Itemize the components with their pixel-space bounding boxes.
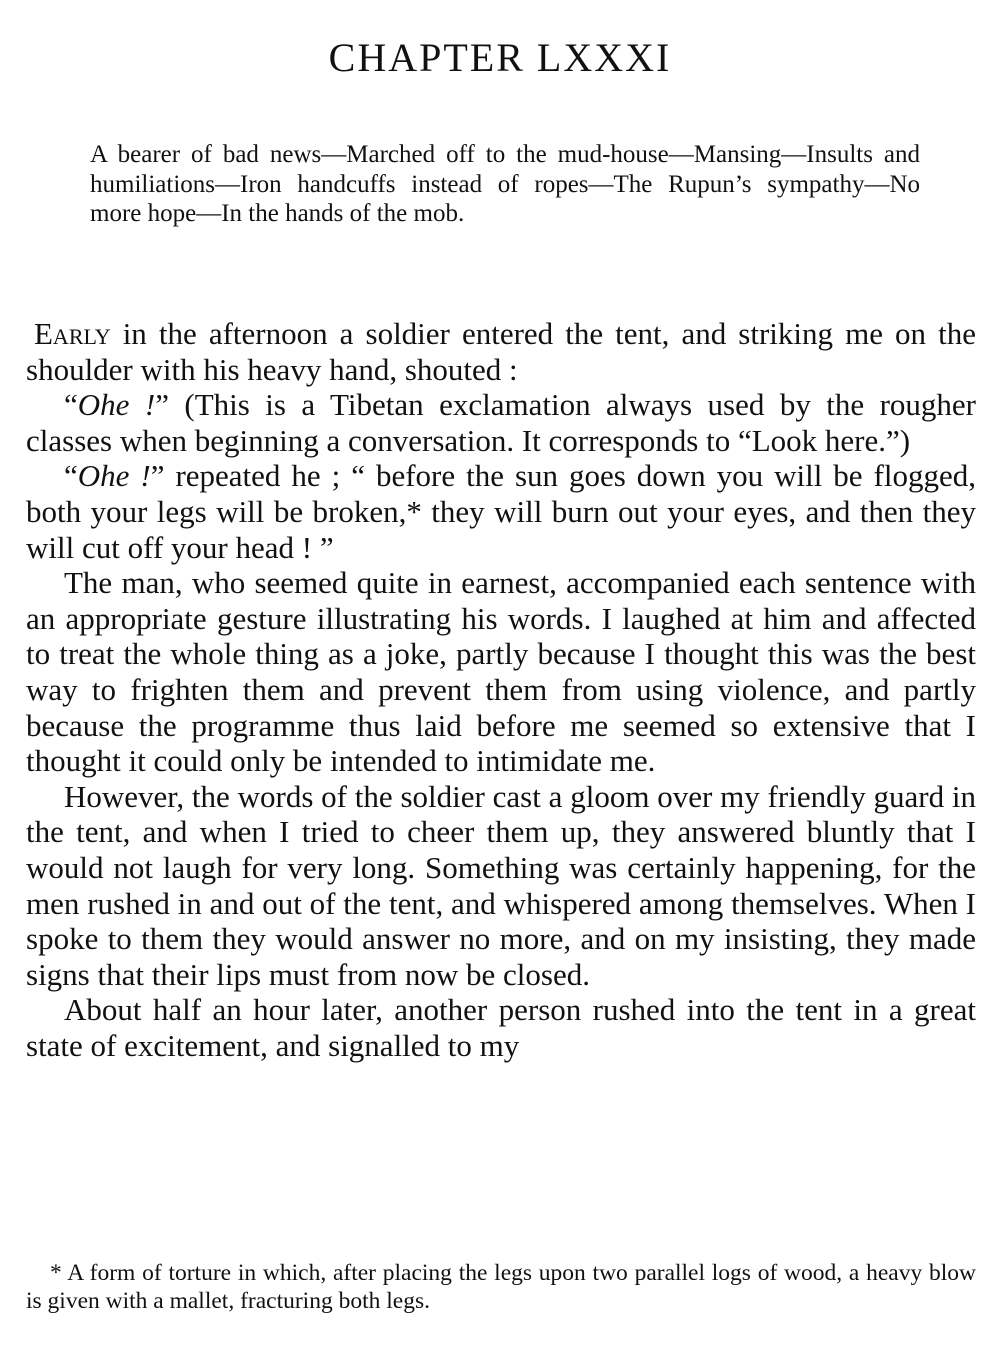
chapter-body xyxy=(26,316,976,1063)
paragraph-4: The man, who seemed quite in earnest, accompanied each sentence with an appropriate gesture illustrating his words. I laughed at him and affected to treat the whole thing as a joke, partly because I thought this was the best way to frighten them and prevent them from using violence, and partly because the programme thus laid before me seemed so extensive that I thought it could only be intended to intimidate me. xyxy=(26,565,976,779)
paragraph-2-close-quote: ” xyxy=(155,387,169,423)
paragraph-3-open-quote: “ xyxy=(64,458,78,494)
paragraph-2-exclamation: Ohe ! xyxy=(77,387,156,423)
paragraph-3-text: repeated he ; “ before the sun goes down you will be flogged, both your legs will be broken,* they will burn out your eyes, and then they will cut off your head ! ” xyxy=(26,458,976,565)
footnote: * A form of torture in which, after placing the legs upon two parallel logs of wood, a heavy blow is given with a mallet, fracturing both legs. xyxy=(26,1260,976,1314)
paragraph-3-close-quote: ” xyxy=(150,458,165,494)
chapter-title: CHAPTER LXXXI xyxy=(328,35,672,80)
paragraph-2-open-quote: “ xyxy=(64,387,78,423)
paragraph-3 xyxy=(26,458,976,565)
paragraph-1-text: in the afternoon a soldier entered the tent, and striking me on the shoulder with his heavy hand, shouted : xyxy=(26,316,976,387)
paragraph-6: About half an hour later, another person rushed into the tent in a great state of excitement, and signalled to my xyxy=(26,992,976,1063)
paragraph-5: However, the words of the soldier cast a gloom over my friendly guard in the tent, and when I tried to cheer them up, they answered bluntly that I would not laugh for very long. Something was certainly happening, for the men rushed in and out of the tent, and whispered among themselves. When I spoke to them they would answer no more, and on my insisting, they made signs that their lips must from now be closed. xyxy=(26,778,976,992)
chapter-synopsis: A bearer of bad news—Marched off to the mud-house—Mansing—Insults and humiliations—Iron handcuffs instead of ropes—The Rupun’s sympathy—No more hope—In the hands of the mob. xyxy=(90,141,920,227)
paragraph-1 xyxy=(26,316,976,387)
paragraph-1-opening-word: Early xyxy=(34,316,111,351)
paragraph-2 xyxy=(26,387,976,458)
paragraph-3-exclamation: Ohe ! xyxy=(77,458,151,494)
paragraph-2-text: (This is a Tibetan exclamation always used by the rougher classes when beginning a conversation. It corresponds to “Look here.”) xyxy=(26,387,976,458)
